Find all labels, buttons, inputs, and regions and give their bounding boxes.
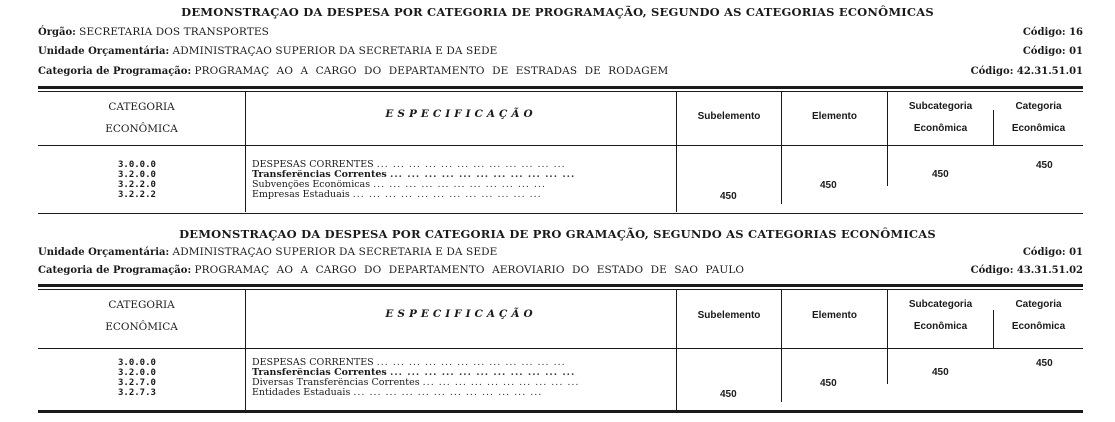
- categoria-code: Código: 43.31.51.02: [970, 265, 1083, 276]
- table-top-rule: [38, 284, 1083, 287]
- categoria-value: PROGRAMAÇ AO A CARGO DO DEPARTAMENTO DE ESTRADAS DE RODAGEM: [194, 65, 669, 77]
- elemento-value: 450: [820, 180, 837, 191]
- code-item: 3.2.0.0: [118, 368, 156, 378]
- spec-item: Diversas Transferências Correntes ... ... ... ... ... ... ... ... ... ...: [252, 378, 580, 388]
- subelemento-value: 450: [720, 191, 737, 202]
- orgao-value: SECRETARIA DOS TRANSPORTES: [79, 26, 269, 38]
- header-bottom-rule: [38, 348, 1083, 349]
- code-item: 3.2.2.0: [118, 180, 156, 190]
- subelemento-value: 450: [720, 389, 737, 400]
- header-bottom-rule: [38, 145, 1083, 146]
- code-item: 3.0.0.0: [118, 358, 156, 368]
- spec-item: Empresas Estaduais ... ... ... ... ... ... ... ... ... ... ... ...: [252, 190, 542, 200]
- categoria-label: Categoria de Programação:: [38, 66, 192, 77]
- codes-list: [118, 160, 178, 200]
- subcategoria-value: 450: [932, 169, 949, 180]
- categoria-code: Código: 42.31.51.01: [970, 66, 1083, 77]
- section-1: [0, 0, 1115, 210]
- code-item: 3.2.0.0: [118, 170, 156, 180]
- header-subcategoria: Subcategoria Econômica: [908, 101, 973, 134]
- categoria-line: [38, 65, 1083, 77]
- section-title: DEMONSTRAÇAO DA DESPESA POR CATEGORIA DE PROGRAMAÇÃO, SEGUNDO AS CATEGORIAS ECONÔMICAS: [181, 5, 934, 19]
- table-top-rule-thin: [38, 91, 1083, 92]
- unidade-value: ADMINISTRAÇAO SUPERIOR DA SECRETARIA E DA SEDE: [172, 246, 498, 258]
- header-subelemento: Subelemento: [697, 111, 761, 122]
- header-subcategoria: Subcategoria Econômica: [908, 299, 973, 332]
- code-item: 3.2.2.2: [118, 190, 156, 200]
- categoria-label: Categoria de Programação:: [38, 265, 192, 276]
- section-title: DEMONSTRAÇAO DA DESPESA POR CATEGORIA DE PRO GRAMAÇÃO, SEGUNDO AS CATEGORIAS ECONÔMICAS: [179, 227, 936, 241]
- unidade-label: Unidade Orçamentária:: [38, 247, 170, 258]
- unidade-line: [38, 246, 1083, 258]
- header-categoria-economica: CATEGORIA ECONÔMICA: [105, 299, 178, 333]
- header-elemento: Elemento: [811, 111, 857, 122]
- unidade-code: Código: 01: [1022, 247, 1083, 258]
- code-item: 3.2.7.0: [118, 378, 156, 388]
- section-2: [0, 212, 1115, 422]
- spec-item: DESPESAS CORRENTES ... ... ... ... ... ... ... ... ... ... ... ...: [252, 358, 566, 368]
- spec-items: [252, 358, 670, 398]
- spec-item: DESPESAS CORRENTES ... ... ... ... ... ... ... ... ... ... ... ...: [252, 160, 566, 170]
- unidade-label: Unidade Orçamentária:: [38, 46, 170, 57]
- header-especificacao: ESPECIFICAÇÃO: [385, 308, 537, 320]
- header-categoria: Categoria Econômica: [1011, 299, 1066, 332]
- header-categoria: Categoria Econômica: [1011, 101, 1066, 134]
- spec-item: Entidades Estaduais ... ... ... ... ... ... ... ... ... ... ... ...: [252, 388, 543, 398]
- header-elemento: Elemento: [811, 310, 857, 321]
- code-item: 3.0.0.0: [118, 160, 156, 170]
- orgao-line: [38, 26, 1083, 38]
- orgao-code: Código: 16: [1022, 27, 1083, 38]
- categoria-value: PROGRAMAÇ AO A CARGO DO DEPARTAMENTO AEROVIARIO DO ESTADO DE SAO PAULO: [194, 264, 745, 276]
- categoria-value: 450: [1036, 358, 1053, 369]
- table-top-rule: [38, 86, 1083, 89]
- header-subelemento: Subelemento: [697, 310, 761, 321]
- categoria-value: 450: [1036, 160, 1053, 171]
- spec-item: Transferências Correntes ... ... ... ... ... ... ... ... ... ... ...: [252, 170, 576, 180]
- table-bottom-rule: [38, 410, 1083, 413]
- elemento-value: 450: [820, 378, 837, 389]
- header-categoria-economica: CATEGORIA ECONÔMICA: [105, 101, 178, 135]
- spec-item: Transferências Correntes ... ... ... ... ... ... ... ... ... ... ...: [252, 368, 576, 378]
- table-top-rule-thin: [38, 289, 1083, 290]
- spec-items: [252, 160, 670, 200]
- unidade-line: [38, 45, 1083, 57]
- orgao-label: Órgão:: [38, 27, 76, 38]
- unidade-code: Código: 01: [1022, 46, 1083, 57]
- spec-item: Subvenções Econômicas ... ... ... ... ... ... ... ... ... ... ...: [252, 180, 546, 190]
- unidade-value: ADMINISTRAÇAO SUPERIOR DA SECRETARIA E DA SEDE: [172, 45, 498, 57]
- subcategoria-value: 450: [932, 367, 949, 378]
- code-item: 3.2.7.3: [118, 388, 156, 398]
- codes-list: [118, 358, 178, 398]
- header-especificacao: ESPECIFICAÇÃO: [385, 108, 537, 120]
- categoria-line: [38, 264, 1083, 276]
